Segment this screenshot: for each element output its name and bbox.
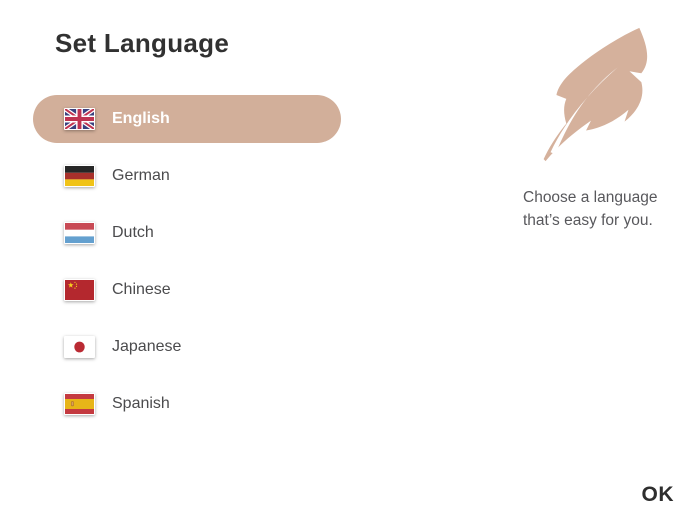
japan-flag-icon xyxy=(64,336,95,358)
ok-button[interactable]: OK xyxy=(641,483,674,506)
spain-flag-icon xyxy=(64,393,95,415)
germany-flag-icon xyxy=(64,165,95,187)
language-label: English xyxy=(112,110,170,127)
language-label: Dutch xyxy=(112,224,154,241)
language-list xyxy=(33,95,341,437)
language-label: Spanish xyxy=(112,395,170,412)
language-option-english[interactable] xyxy=(33,95,341,143)
feather-icon xyxy=(528,20,652,168)
uk-flag-icon xyxy=(64,108,95,130)
caption-line-1: Choose a language xyxy=(523,189,658,206)
china-flag-icon xyxy=(64,279,95,301)
language-label: German xyxy=(112,167,170,184)
language-option-chinese[interactable] xyxy=(33,266,341,314)
caption xyxy=(523,186,657,232)
language-option-spanish[interactable] xyxy=(33,380,341,428)
caption-line-2: that’s easy for you. xyxy=(523,212,653,229)
language-label: Chinese xyxy=(112,281,171,298)
page-title: Set Language xyxy=(55,28,230,58)
language-label: Japanese xyxy=(112,338,182,355)
language-option-german[interactable] xyxy=(33,152,341,200)
dutch-flag-icon xyxy=(64,222,95,244)
language-option-dutch[interactable] xyxy=(33,209,341,257)
language-option-japanese[interactable] xyxy=(33,323,341,371)
